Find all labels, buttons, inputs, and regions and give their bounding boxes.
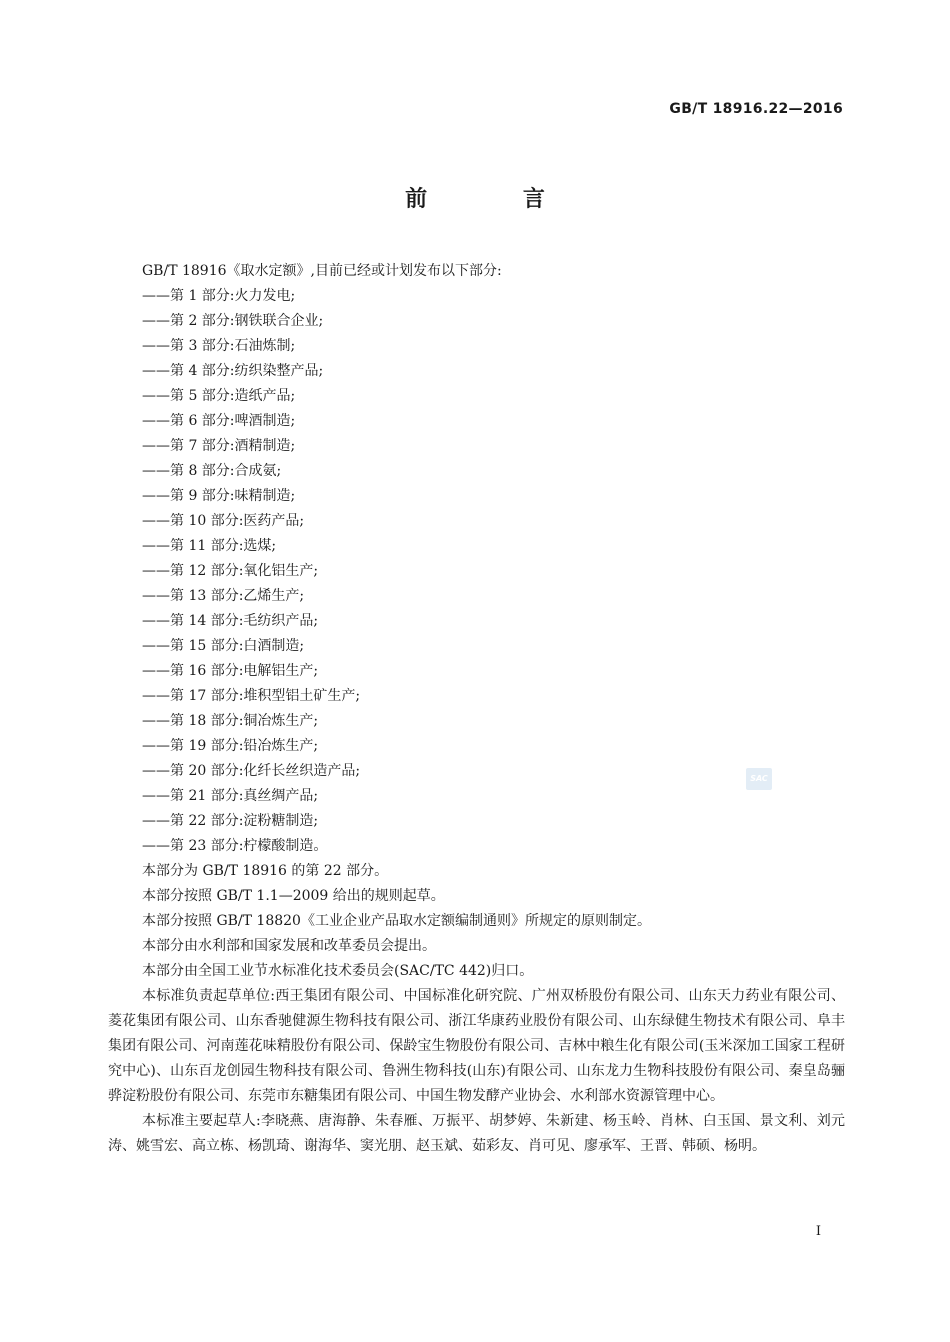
part-item: ——第 5 部分:造纸产品; [142, 388, 296, 404]
statement-line: 本部分由水利部和国家发展和改革委员会提出。 [142, 938, 436, 954]
part-item: ——第 15 部分:白酒制造; [142, 638, 305, 654]
part-item: ——第 3 部分:石油炼制; [142, 338, 296, 354]
sac-watermark-logo: SAC [746, 768, 772, 790]
page-number: I [815, 1224, 821, 1239]
drafting-units-paragraph: 本标准负责起草单位:西王集团有限公司、中国标准化研究院、广州双桥股份有限公司、山东天力药业有限公司、菱花集团有限公司、山东香驰健源生物科技有限公司、浙江华康药业股份有限公司、山东绿健生物技术有限公司、阜丰集团有限公司、河南莲花味精股份有限公司、保龄宝生物股份有限公司、吉林中粮生化有限公司(玉米深加工国家工程研究中心)、山东百龙创园生物科技有限公司、鲁洲生物科技(山东)有限公司、山东龙力生物科技股份有限公司、秦皇岛骊骅淀粉股份有限公司、东莞市东糖集团有限公司、中国生物发酵产业协会、水利部水资源管理中心。 [108, 988, 845, 1104]
intro-line: GB/T 18916《取水定额》,目前已经或计划发布以下部分: [142, 263, 502, 279]
part-item: ——第 11 部分:选煤; [142, 538, 277, 554]
standard-code: GB/T 18916.22—2016 [669, 101, 843, 117]
part-item: ——第 22 部分:淀粉糖制造; [142, 813, 319, 829]
part-item: ——第 1 部分:火力发电; [142, 288, 296, 304]
part-item: ——第 2 部分:钢铁联合企业; [142, 313, 324, 329]
foreword-body [108, 259, 845, 1159]
statement-line: 本部分为 GB/T 18916 的第 22 部分。 [142, 863, 389, 879]
part-item: ——第 12 部分:氧化铝生产; [142, 563, 319, 579]
statement-line: 本部分按照 GB/T 18820《工业企业产品取水定额编制通则》所规定的原则制定。 [142, 913, 651, 929]
part-item: ——第 4 部分:纺织染整产品; [142, 363, 324, 379]
drafters-paragraph: 本标准主要起草人:李晓燕、唐海静、朱春雁、万振平、胡梦婷、朱新建、杨玉岭、肖林、白玉国、景文利、刘元涛、姚雪宏、高立栋、杨凯琦、谢海华、窦光朋、赵玉斌、茹彩友、肖可见、廖承军、王晋、韩硕、杨明。 [108, 1113, 845, 1154]
part-item: ——第 8 部分:合成氨; [142, 463, 282, 479]
part-item: ——第 13 部分:乙烯生产; [142, 588, 305, 604]
part-item: ——第 14 部分:毛纺织产品; [142, 613, 319, 629]
part-item: ——第 23 部分:柠檬酸制造。 [142, 838, 328, 854]
statement-line: 本部分按照 GB/T 1.1—2009 给出的规则起草。 [142, 888, 445, 904]
page-title: 前 言 [405, 187, 589, 212]
statement-line: 本部分由全国工业节水标准化技术委员会(SAC/TC 442)归口。 [142, 963, 534, 979]
part-item: ——第 18 部分:铜冶炼生产; [142, 713, 319, 729]
part-item: ——第 21 部分:真丝绸产品; [142, 788, 319, 804]
part-item: ——第 19 部分:铅冶炼生产; [142, 738, 319, 754]
part-item: ——第 7 部分:酒精制造; [142, 438, 296, 454]
part-item: ——第 6 部分:啤酒制造; [142, 413, 296, 429]
part-item: ——第 20 部分:化纤长丝织造产品; [142, 763, 361, 779]
part-item: ——第 10 部分:医药产品; [142, 513, 305, 529]
part-item: ——第 16 部分:电解铝生产; [142, 663, 319, 679]
part-item: ——第 9 部分:味精制造; [142, 488, 296, 504]
part-item: ——第 17 部分:堆积型铝土矿生产; [142, 688, 361, 704]
